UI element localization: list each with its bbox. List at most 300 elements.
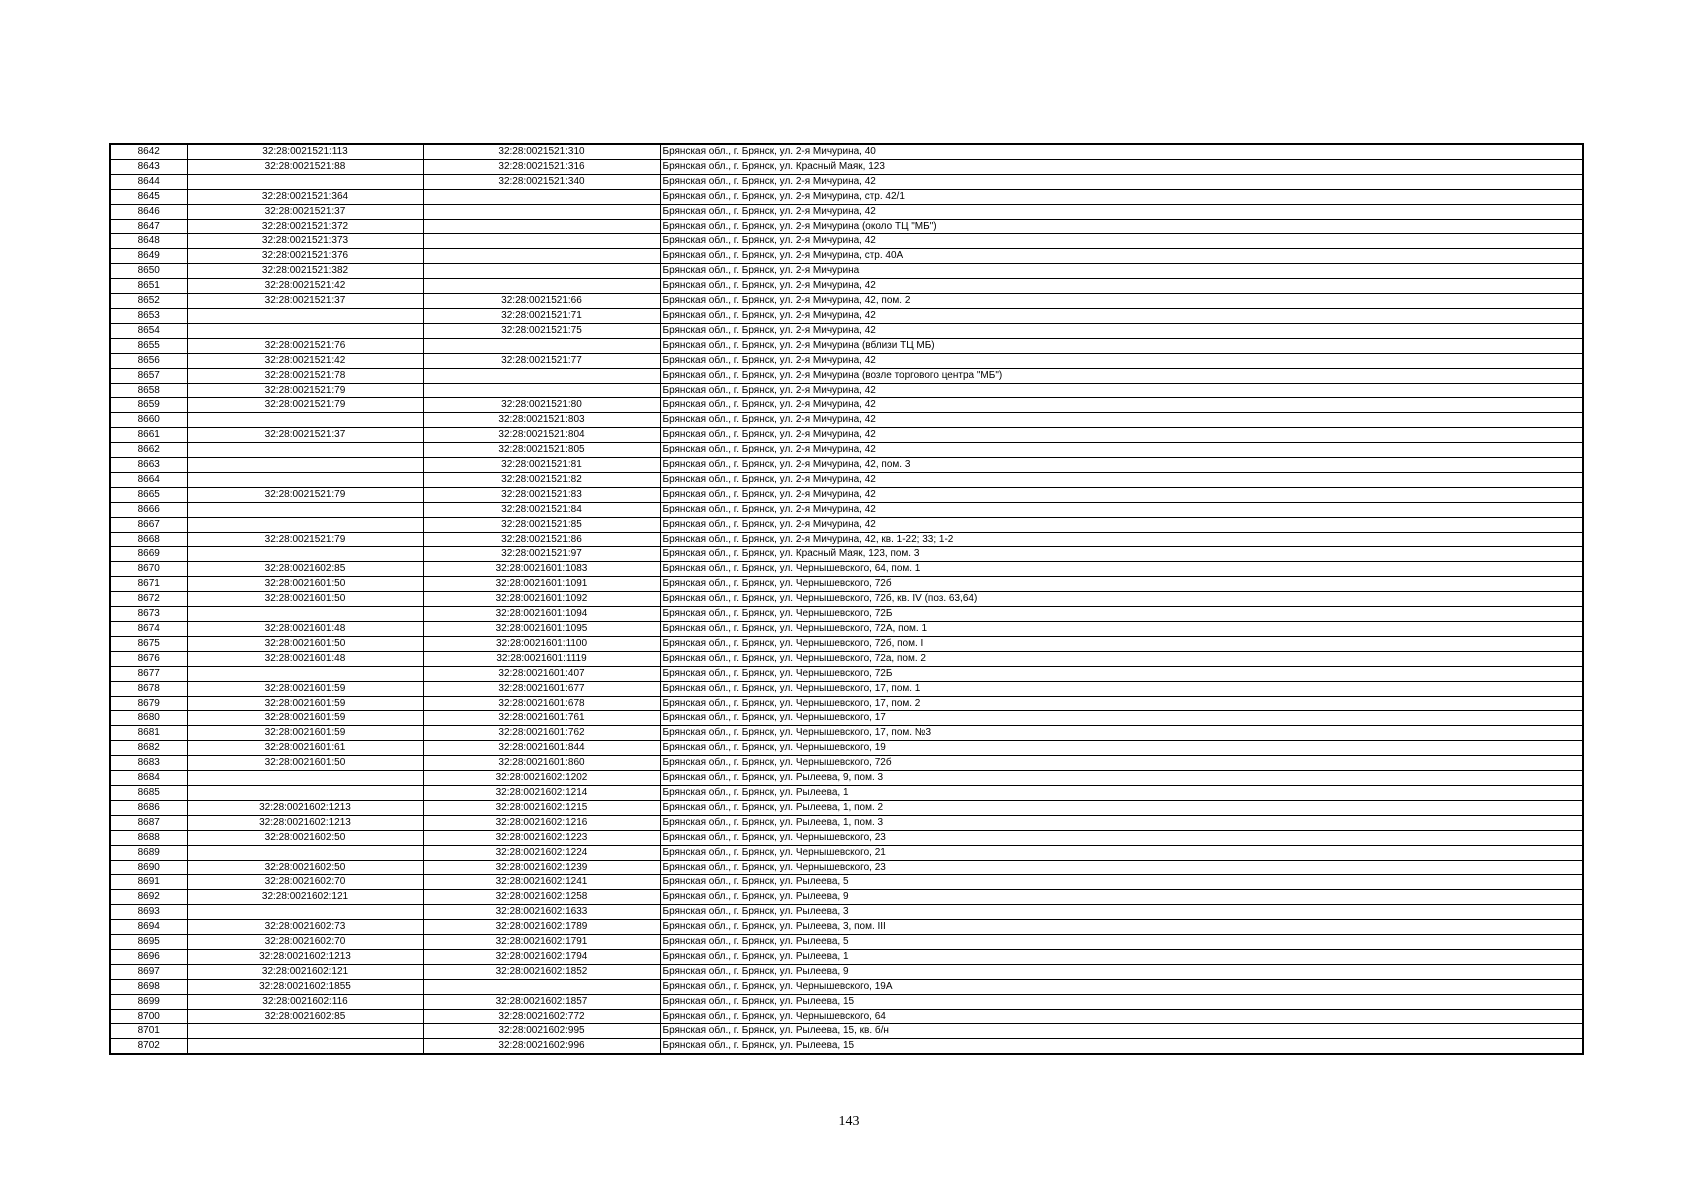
land-parcel-cadastral-cell: 32:28:0021601:61 [187,741,423,756]
row-number-cell: 8669 [110,547,187,562]
table-row [110,443,1583,458]
table-row [110,681,1583,696]
land-parcel-cadastral-cell: 32:28:0021601:48 [187,622,423,637]
row-number-cell: 8691 [110,875,187,890]
row-number-cell: 8645 [110,189,187,204]
table-row [110,815,1583,830]
address-cell: Брянская обл., г. Брянск, ул. Чернышевского, 19А [660,979,1583,994]
object-cadastral-cell: 32:28:0021602:1789 [423,920,660,935]
address-cell: Брянская обл., г. Брянск, ул. Чернышевского, 64, пом. 1 [660,562,1583,577]
address-cell: Брянская обл., г. Брянск, ул. 2-я Мичурина (вблизи ТЦ МБ) [660,338,1583,353]
land-parcel-cadastral-cell: 32:28:0021602:50 [187,860,423,875]
address-cell: Брянская обл., г. Брянск, ул. Чернышевского, 17, пом. №3 [660,726,1583,741]
row-number-cell: 8667 [110,517,187,532]
land-parcel-cadastral-cell: 32:28:0021521:37 [187,204,423,219]
land-parcel-cadastral-cell: 32:28:0021601:50 [187,592,423,607]
row-number-cell: 8668 [110,532,187,547]
row-number-cell: 8678 [110,681,187,696]
address-cell: Брянская обл., г. Брянск, ул. 2-я Мичурина, 42 [660,443,1583,458]
object-cadastral-cell: 32:28:0021521:310 [423,144,660,159]
address-cell: Брянская обл., г. Брянск, ул. Чернышевского, 72Б [660,666,1583,681]
land-parcel-cadastral-cell: 32:28:0021521:37 [187,294,423,309]
table-body [110,144,1583,1054]
address-cell: Брянская обл., г. Брянск, ул. Красный Маяк, 123, пом. 3 [660,547,1583,562]
row-number-cell: 8692 [110,890,187,905]
object-cadastral-cell: 32:28:0021601:1092 [423,592,660,607]
row-number-cell: 8666 [110,502,187,517]
address-cell: Брянская обл., г. Брянск, ул. Чернышевского, 72Б [660,607,1583,622]
land-parcel-cadastral-cell [187,458,423,473]
row-number-cell: 8679 [110,696,187,711]
land-parcel-cadastral-cell: 32:28:0021602:50 [187,830,423,845]
address-cell: Брянская обл., г. Брянск, ул. 2-я Мичурина, 42 [660,234,1583,249]
table-row [110,1039,1583,1054]
row-number-cell: 8643 [110,159,187,174]
object-cadastral-cell: 32:28:0021601:1083 [423,562,660,577]
address-cell: Брянская обл., г. Брянск, ул. 2-я Мичурина, 42 [660,279,1583,294]
land-parcel-cadastral-cell: 32:28:0021602:1213 [187,815,423,830]
row-number-cell: 8663 [110,458,187,473]
object-cadastral-cell [423,249,660,264]
land-parcel-cadastral-cell [187,443,423,458]
address-cell: Брянская обл., г. Брянск, ул. 2-я Мичурина, 42 [660,174,1583,189]
row-number-cell: 8646 [110,204,187,219]
object-cadastral-cell: 32:28:0021521:340 [423,174,660,189]
object-cadastral-cell: 32:28:0021601:1091 [423,577,660,592]
object-cadastral-cell: 32:28:0021521:82 [423,472,660,487]
land-parcel-cadastral-cell: 32:28:0021602:85 [187,562,423,577]
object-cadastral-cell: 32:28:0021602:1852 [423,964,660,979]
table-row [110,726,1583,741]
row-number-cell: 8688 [110,830,187,845]
land-parcel-cadastral-cell: 32:28:0021521:42 [187,279,423,294]
land-parcel-cadastral-cell: 32:28:0021521:382 [187,264,423,279]
table-row [110,368,1583,383]
row-number-cell: 8699 [110,994,187,1009]
table-row [110,517,1583,532]
table-row [110,249,1583,264]
address-cell: Брянская обл., г. Брянск, ул. Рылеева, 9 [660,890,1583,905]
row-number-cell: 8693 [110,905,187,920]
address-cell: Брянская обл., г. Брянск, ул. 2-я Мичурина, 42 [660,353,1583,368]
row-number-cell: 8687 [110,815,187,830]
address-cell: Брянская обл., г. Брянск, ул. 2-я Мичурина (около ТЦ "МБ") [660,219,1583,234]
table-row [110,935,1583,950]
table-row [110,845,1583,860]
land-parcel-cadastral-cell [187,174,423,189]
land-parcel-cadastral-cell: 32:28:0021521:79 [187,532,423,547]
table-row [110,323,1583,338]
row-number-cell: 8662 [110,443,187,458]
row-number-cell: 8676 [110,651,187,666]
object-cadastral-cell: 32:28:0021602:1794 [423,949,660,964]
table-row [110,607,1583,622]
object-cadastral-cell: 32:28:0021602:995 [423,1024,660,1039]
address-cell: Брянская обл., г. Брянск, ул. Чернышевского, 23 [660,860,1583,875]
row-number-cell: 8659 [110,398,187,413]
object-cadastral-cell: 32:28:0021521:80 [423,398,660,413]
table-row [110,994,1583,1009]
address-cell: Брянская обл., г. Брянск, ул. Рылеева, 1, пом. 2 [660,800,1583,815]
row-number-cell: 8674 [110,622,187,637]
table-row [110,383,1583,398]
row-number-cell: 8657 [110,368,187,383]
land-parcel-cadastral-cell: 32:28:0021521:42 [187,353,423,368]
address-cell: Брянская обл., г. Брянск, ул. 2-я Мичурина, 42 [660,502,1583,517]
address-cell: Брянская обл., г. Брянск, ул. Чернышевского, 72б [660,756,1583,771]
land-parcel-cadastral-cell [187,845,423,860]
address-cell: Брянская обл., г. Брянск, ул. Чернышевского, 19 [660,741,1583,756]
land-parcel-cadastral-cell [187,547,423,562]
land-parcel-cadastral-cell: 32:28:0021601:59 [187,711,423,726]
land-parcel-cadastral-cell: 32:28:0021521:88 [187,159,423,174]
object-cadastral-cell: 32:28:0021601:678 [423,696,660,711]
address-cell: Брянская обл., г. Брянск, ул. 2-я Мичурина, 42, пом. 3 [660,458,1583,473]
row-number-cell: 8648 [110,234,187,249]
object-cadastral-cell [423,189,660,204]
object-cadastral-cell: 32:28:0021602:1239 [423,860,660,875]
land-parcel-cadastral-cell [187,517,423,532]
object-cadastral-cell: 32:28:0021602:1258 [423,890,660,905]
land-parcel-cadastral-cell: 32:28:0021521:79 [187,398,423,413]
address-cell: Брянская обл., г. Брянск, ул. 2-я Мичурина, 42 [660,428,1583,443]
row-number-cell: 8675 [110,636,187,651]
land-parcel-cadastral-cell [187,607,423,622]
address-cell: Брянская обл., г. Брянск, ул. Рылеева, 3 [660,905,1583,920]
row-number-cell: 8690 [110,860,187,875]
table-row [110,547,1583,562]
table-row [110,144,1583,159]
address-cell: Брянская обл., г. Брянск, ул. Чернышевского, 23 [660,830,1583,845]
address-cell: Брянская обл., г. Брянск, ул. 2-я Мичурина, 42 [660,517,1583,532]
object-cadastral-cell [423,219,660,234]
table-row [110,159,1583,174]
land-parcel-cadastral-cell: 32:28:0021521:78 [187,368,423,383]
object-cadastral-cell: 32:28:0021521:81 [423,458,660,473]
address-cell: Брянская обл., г. Брянск, ул. Чернышевского, 17, пом. 2 [660,696,1583,711]
address-cell: Брянская обл., г. Брянск, ул. 2-я Мичурина, 42 [660,323,1583,338]
table-row [110,234,1583,249]
object-cadastral-cell: 32:28:0021602:772 [423,1009,660,1024]
row-number-cell: 8665 [110,487,187,502]
object-cadastral-cell: 32:28:0021601:1094 [423,607,660,622]
table-row [110,636,1583,651]
address-cell: Брянская обл., г. Брянск, ул. Чернышевского, 72а, пом. 2 [660,651,1583,666]
table-row [110,398,1583,413]
address-cell: Брянская обл., г. Брянск, ул. Рылеева, 5 [660,935,1583,950]
object-cadastral-cell: 32:28:0021521:84 [423,502,660,517]
table-row [110,562,1583,577]
table-row [110,964,1583,979]
row-number-cell: 8647 [110,219,187,234]
page-number: 143 [838,1114,860,1129]
object-cadastral-cell: 32:28:0021521:805 [423,443,660,458]
object-cadastral-cell: 32:28:0021521:97 [423,547,660,562]
address-cell: Брянская обл., г. Брянск, ул. 2-я Мичурина, 42 [660,308,1583,323]
address-cell: Брянская обл., г. Брянск, ул. Чернышевского, 17, пом. 1 [660,681,1583,696]
land-parcel-cadastral-cell [187,308,423,323]
land-parcel-cadastral-cell: 32:28:0021601:48 [187,651,423,666]
row-number-cell: 8681 [110,726,187,741]
land-parcel-cadastral-cell: 32:28:0021521:364 [187,189,423,204]
land-parcel-cadastral-cell: 32:28:0021521:373 [187,234,423,249]
object-cadastral-cell: 32:28:0021521:77 [423,353,660,368]
address-cell: Брянская обл., г. Брянск, ул. Чернышевского, 72б [660,577,1583,592]
row-number-cell: 8700 [110,1009,187,1024]
address-cell: Брянская обл., г. Брянск, ул. 2-я Мичурина, 42 [660,413,1583,428]
table-row [110,1009,1583,1024]
table-row [110,353,1583,368]
address-cell: Брянская обл., г. Брянск, ул. Чернышевского, 21 [660,845,1583,860]
land-parcel-cadastral-cell: 32:28:0021601:50 [187,756,423,771]
table-row [110,785,1583,800]
address-cell: Брянская обл., г. Брянск, ул. Чернышевского, 72А, пом. 1 [660,622,1583,637]
land-parcel-cadastral-cell [187,1039,423,1054]
object-cadastral-cell: 32:28:0021521:804 [423,428,660,443]
object-cadastral-cell: 32:28:0021601:844 [423,741,660,756]
land-parcel-cadastral-cell: 32:28:0021521:376 [187,249,423,264]
address-cell: Брянская обл., г. Брянск, ул. Чернышевского, 72б, кв. IV (поз. 63,64) [660,592,1583,607]
table-row [110,532,1583,547]
land-parcel-cadastral-cell: 32:28:0021521:79 [187,487,423,502]
row-number-cell: 8654 [110,323,187,338]
object-cadastral-cell: 32:28:0021602:1857 [423,994,660,1009]
row-number-cell: 8684 [110,771,187,786]
row-number-cell: 8686 [110,800,187,815]
land-parcel-cadastral-cell: 32:28:0021601:50 [187,636,423,651]
land-parcel-cadastral-cell: 32:28:0021521:113 [187,144,423,159]
address-cell: Брянская обл., г. Брянск, ул. Рылеева, 1, пом. 3 [660,815,1583,830]
land-parcel-cadastral-cell: 32:28:0021602:1213 [187,800,423,815]
object-cadastral-cell: 32:28:0021601:677 [423,681,660,696]
object-cadastral-cell [423,338,660,353]
table-row [110,711,1583,726]
address-cell: Брянская обл., г. Брянск, ул. Рылеева, 1 [660,785,1583,800]
row-number-cell: 8673 [110,607,187,622]
object-cadastral-cell: 32:28:0021521:85 [423,517,660,532]
land-parcel-cadastral-cell [187,666,423,681]
land-parcel-cadastral-cell: 32:28:0021521:79 [187,383,423,398]
object-cadastral-cell [423,368,660,383]
land-parcel-cadastral-cell: 32:28:0021602:116 [187,994,423,1009]
row-number-cell: 8685 [110,785,187,800]
land-parcel-cadastral-cell [187,502,423,517]
row-number-cell: 8680 [110,711,187,726]
row-number-cell: 8655 [110,338,187,353]
object-cadastral-cell: 32:28:0021602:1214 [423,785,660,800]
object-cadastral-cell: 32:28:0021601:1119 [423,651,660,666]
land-parcel-cadastral-cell: 32:28:0021601:50 [187,577,423,592]
land-parcel-cadastral-cell [187,905,423,920]
object-cadastral-cell [423,383,660,398]
table-row [110,308,1583,323]
object-cadastral-cell: 32:28:0021602:1224 [423,845,660,860]
row-number-cell: 8696 [110,949,187,964]
address-cell: Брянская обл., г. Брянск, ул. Чернышевского, 17 [660,711,1583,726]
address-cell: Брянская обл., г. Брянск, ул. 2-я Мичурина, 42, пом. 2 [660,294,1583,309]
address-cell: Брянская обл., г. Брянск, ул. Красный Маяк, 123 [660,159,1583,174]
land-parcel-cadastral-cell: 32:28:0021602:85 [187,1009,423,1024]
object-cadastral-cell: 32:28:0021602:1216 [423,815,660,830]
table-row [110,264,1583,279]
object-cadastral-cell: 32:28:0021521:803 [423,413,660,428]
row-number-cell: 8694 [110,920,187,935]
land-parcel-cadastral-cell: 32:28:0021602:121 [187,964,423,979]
address-cell: Брянская обл., г. Брянск, ул. Чернышевского, 72б, пом. I [660,636,1583,651]
row-number-cell: 8653 [110,308,187,323]
land-parcel-cadastral-cell: 32:28:0021521:372 [187,219,423,234]
row-number-cell: 8683 [110,756,187,771]
object-cadastral-cell: 32:28:0021601:860 [423,756,660,771]
row-number-cell: 8664 [110,472,187,487]
row-number-cell: 8702 [110,1039,187,1054]
table-row [110,949,1583,964]
table-row [110,979,1583,994]
address-cell: Брянская обл., г. Брянск, ул. 2-я Мичурина, стр. 42/1 [660,189,1583,204]
object-cadastral-cell: 32:28:0021601:1095 [423,622,660,637]
land-parcel-cadastral-cell: 32:28:0021601:59 [187,726,423,741]
object-cadastral-cell: 32:28:0021601:761 [423,711,660,726]
cadastral-table [109,143,1584,1055]
row-number-cell: 8677 [110,666,187,681]
address-cell: Брянская обл., г. Брянск, ул. Чернышевского, 64 [660,1009,1583,1024]
row-number-cell: 8642 [110,144,187,159]
object-cadastral-cell: 32:28:0021602:1791 [423,935,660,950]
land-parcel-cadastral-cell: 32:28:0021602:73 [187,920,423,935]
land-parcel-cadastral-cell: 32:28:0021602:1213 [187,949,423,964]
address-cell: Брянская обл., г. Брянск, ул. 2-я Мичурина, стр. 40А [660,249,1583,264]
address-cell: Брянская обл., г. Брянск, ул. 2-я Мичурина, 42, кв. 1-22; 33; 1-2 [660,532,1583,547]
object-cadastral-cell: 32:28:0021521:83 [423,487,660,502]
object-cadastral-cell [423,979,660,994]
table-row [110,472,1583,487]
land-parcel-cadastral-cell: 32:28:0021521:76 [187,338,423,353]
object-cadastral-cell: 32:28:0021602:1202 [423,771,660,786]
address-cell: Брянская обл., г. Брянск, ул. Рылеева, 15 [660,994,1583,1009]
row-number-cell: 8660 [110,413,187,428]
object-cadastral-cell: 32:28:0021602:996 [423,1039,660,1054]
address-cell: Брянская обл., г. Брянск, ул. Рылеева, 1 [660,949,1583,964]
table-row [110,622,1583,637]
row-number-cell: 8671 [110,577,187,592]
table-row [110,830,1583,845]
land-parcel-cadastral-cell: 32:28:0021521:37 [187,428,423,443]
row-number-cell: 8689 [110,845,187,860]
address-cell: Брянская обл., г. Брянск, ул. Рылеева, 9 [660,964,1583,979]
land-parcel-cadastral-cell: 32:28:0021602:70 [187,875,423,890]
object-cadastral-cell [423,204,660,219]
land-parcel-cadastral-cell [187,472,423,487]
table-row [110,860,1583,875]
object-cadastral-cell: 32:28:0021602:1215 [423,800,660,815]
table-row [110,920,1583,935]
table-row [110,875,1583,890]
row-number-cell: 8658 [110,383,187,398]
object-cadastral-cell: 32:28:0021601:762 [423,726,660,741]
land-parcel-cadastral-cell [187,323,423,338]
table-row [110,413,1583,428]
table-row [110,338,1583,353]
table-row [110,756,1583,771]
row-number-cell: 8701 [110,1024,187,1039]
table-row [110,428,1583,443]
object-cadastral-cell: 32:28:0021521:86 [423,532,660,547]
table-row [110,741,1583,756]
object-cadastral-cell: 32:28:0021521:71 [423,308,660,323]
table-row [110,204,1583,219]
object-cadastral-cell: 32:28:0021601:407 [423,666,660,681]
object-cadastral-cell: 32:28:0021602:1223 [423,830,660,845]
object-cadastral-cell [423,279,660,294]
address-cell: Брянская обл., г. Брянск, ул. 2-я Мичурина (возле торгового центра "МБ") [660,368,1583,383]
address-cell: Брянская обл., г. Брянск, ул. Рылеева, 5 [660,875,1583,890]
land-parcel-cadastral-cell: 32:28:0021602:70 [187,935,423,950]
table-row [110,651,1583,666]
object-cadastral-cell: 32:28:0021601:1100 [423,636,660,651]
table-row [110,666,1583,681]
land-parcel-cadastral-cell: 32:28:0021602:121 [187,890,423,905]
row-number-cell: 8652 [110,294,187,309]
address-cell: Брянская обл., г. Брянск, ул. 2-я Мичурина, 42 [660,398,1583,413]
table-row [110,800,1583,815]
address-cell: Брянская обл., г. Брянск, ул. 2-я Мичурина, 42 [660,383,1583,398]
table-row [110,592,1583,607]
address-cell: Брянская обл., г. Брянск, ул. 2-я Мичурина, 42 [660,487,1583,502]
address-cell: Брянская обл., г. Брянск, ул. Рылеева, 3, пом. III [660,920,1583,935]
land-parcel-cadastral-cell [187,413,423,428]
row-number-cell: 8650 [110,264,187,279]
object-cadastral-cell: 32:28:0021521:75 [423,323,660,338]
land-parcel-cadastral-cell [187,771,423,786]
land-parcel-cadastral-cell: 32:28:0021601:59 [187,696,423,711]
land-parcel-cadastral-cell: 32:28:0021601:59 [187,681,423,696]
table-row [110,890,1583,905]
row-number-cell: 8695 [110,935,187,950]
table-row [110,1024,1583,1039]
row-number-cell: 8697 [110,964,187,979]
table-row [110,458,1583,473]
table-row [110,219,1583,234]
row-number-cell: 8682 [110,741,187,756]
table-row [110,487,1583,502]
object-cadastral-cell: 32:28:0021521:316 [423,159,660,174]
table-row [110,189,1583,204]
object-cadastral-cell [423,234,660,249]
address-cell: Брянская обл., г. Брянск, ул. Рылеева, 15 [660,1039,1583,1054]
object-cadastral-cell: 32:28:0021602:1241 [423,875,660,890]
table-row [110,502,1583,517]
row-number-cell: 8672 [110,592,187,607]
address-cell: Брянская обл., г. Брянск, ул. Рылеева, 9, пом. 3 [660,771,1583,786]
table-row [110,279,1583,294]
table-row [110,905,1583,920]
row-number-cell: 8651 [110,279,187,294]
address-cell: Брянская обл., г. Брянск, ул. Рылеева, 15, кв. б/н [660,1024,1583,1039]
row-number-cell: 8698 [110,979,187,994]
address-cell: Брянская обл., г. Брянск, ул. 2-я Мичурина, 42 [660,204,1583,219]
address-cell: Брянская обл., г. Брянск, ул. 2-я Мичурина, 42 [660,472,1583,487]
land-parcel-cadastral-cell [187,785,423,800]
object-cadastral-cell: 32:28:0021521:66 [423,294,660,309]
row-number-cell: 8644 [110,174,187,189]
row-number-cell: 8661 [110,428,187,443]
table-row [110,771,1583,786]
row-number-cell: 8670 [110,562,187,577]
address-cell: Брянская обл., г. Брянск, ул. 2-я Мичурина, 40 [660,144,1583,159]
address-cell: Брянская обл., г. Брянск, ул. 2-я Мичурина [660,264,1583,279]
table-row [110,294,1583,309]
table-row [110,696,1583,711]
